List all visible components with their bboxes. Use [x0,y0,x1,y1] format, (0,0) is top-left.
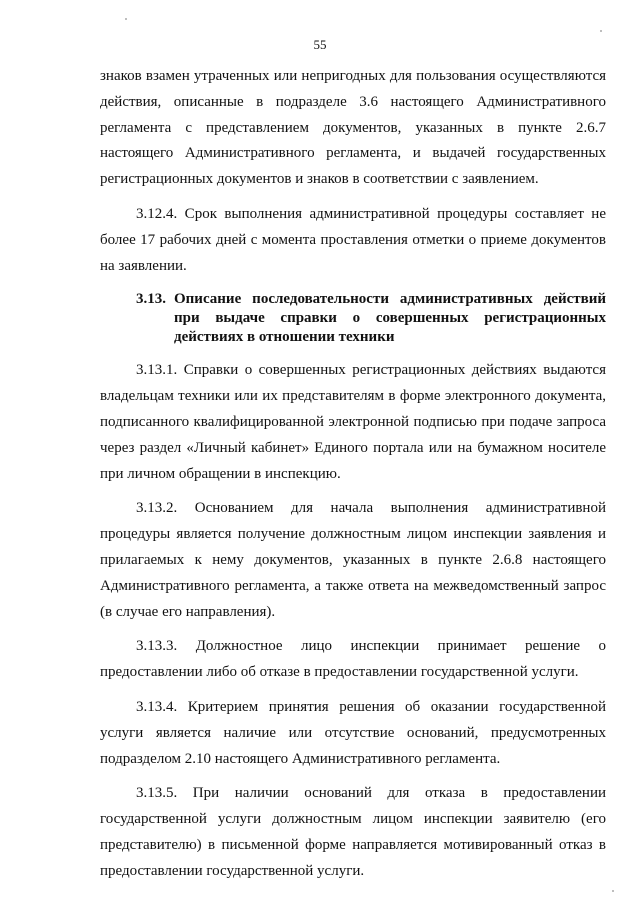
paragraph-3-13-3: 3.13.3. Должностное лицо инспекции принимает решение о предоставлении либо об отказе в предоставлении государственной услуги. [100,638,606,681]
section-title: Описание последовательности административных действий при выдаче справки о совершенных регистрационных действиях в отношении техники [174,291,606,346]
paragraph-3-13-1: 3.13.1. Справки о совершенных регистрационных действиях выдаются владельцам техники или их представителям в форме электронного документа, подписанного квалифицированной электронной подписью при подаче запроса через раздел «Личный кабинет» Единого портала или на бумажном носителе при личном обращении в инспекцию. [100,362,606,482]
paragraph-3-13-2: 3.13.2. Основанием для начала выполнения административной процедуры является получение должностным лицом инспекции заявления и прилагаемых к нему документов, указанных в пункте 2.6.8 настоящего Административного регламента, а также ответа на межведомственный запрос (в случае его направления). [100,500,606,620]
paragraph-3-13-4: 3.13.4. Критерием принятия решения об оказании государственной услуги является наличие или отсутствие оснований, предусмотренных подразделом 2.10 настоящего Административного регламента. [100,698,606,767]
scan-speck [125,18,127,20]
paragraph-3-13-5: 3.13.5. При наличии оснований для отказа в предоставлении государственной услуги должностным лицом инспекции заявителю (его представителю) в письменной форме направляется мотивированный отказ в предоставлении государственной услуги. [100,785,606,879]
paragraph-3-12-4: 3.12.4. Срок выполнения административной процедуры составляет не более 17 рабочих дней с момента проставления отметки о приеме документов на заявлении. [100,205,606,274]
paragraph-continuation: знаков взамен утраченных или непригодных для пользования осуществляются действия, описанные в подразделе 3.6 настоящего Административного регламента с представлением документов, указанных в пункте 2.6.7 настоящего Административного регламента, и выдачей государственных регистрационных документов и знаков в соответствии с заявлением. [100,68,606,188]
section-number: 3.13. [136,291,166,308]
section-heading [100,290,606,347]
scan-speck [600,30,602,32]
document-body [100,64,606,885]
scan-speck [612,890,614,892]
page-number: 55 [313,37,327,52]
